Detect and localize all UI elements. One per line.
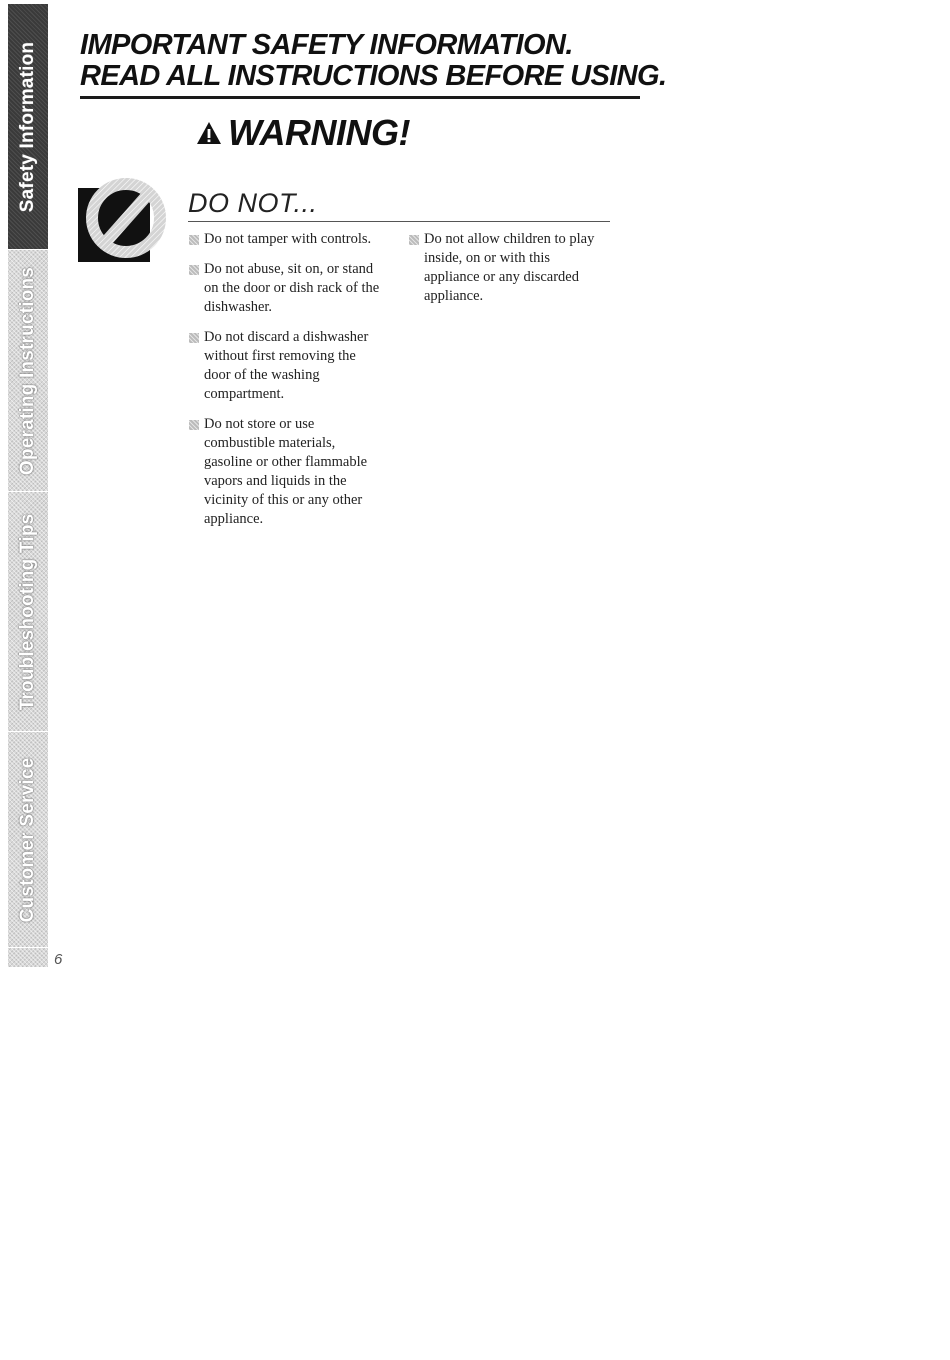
- section-tabs: [8, 4, 48, 968]
- bullet-icon: [189, 333, 199, 343]
- bullet-icon: [189, 420, 199, 430]
- tab-label: Troubleshooting Tips: [17, 513, 38, 710]
- list-item: [188, 230, 380, 249]
- tab-operating-instructions[interactable]: [8, 250, 48, 492]
- list-item-text: Do not store or use combustible materials, gasoline or other flammable vapors and liquids in the vicinity of this or any other appliance.: [204, 416, 368, 527]
- header-line-1: IMPORTANT SAFETY INFORMATION.: [80, 29, 573, 61]
- do-not-heading: [188, 188, 610, 222]
- tab-label: Operating Instructions: [17, 266, 38, 475]
- bullet-icon: [189, 265, 199, 275]
- tab-customer-service[interactable]: [8, 732, 48, 948]
- tab-label: Safety Information: [17, 41, 38, 212]
- tab-footer-block: [8, 948, 48, 968]
- tab-safety-information[interactable]: [8, 4, 48, 250]
- warning-text: WARNING!: [228, 112, 410, 153]
- list-item: [188, 328, 380, 404]
- warning-heading: [196, 112, 410, 154]
- tab-label: Customer Service: [17, 757, 38, 922]
- list-item-text: Do not tamper with controls.: [204, 231, 372, 247]
- page-header: [80, 29, 667, 99]
- page-number: 6: [54, 951, 63, 968]
- do-not-text: DO NOT...: [188, 188, 318, 218]
- header-line-2: READ ALL INSTRUCTIONS BEFORE USING.: [80, 60, 667, 92]
- bullet-icon: [409, 235, 419, 245]
- list-item-text: Do not discard a dishwasher without first removing the door of the washing compartment.: [204, 329, 369, 402]
- list-item-text: Do not abuse, sit on, or stand on the door or dish rack of the dishwasher.: [204, 261, 380, 315]
- instructions-column-right: [408, 230, 604, 317]
- warning-triangle-icon: [196, 121, 222, 145]
- list-item: [188, 260, 380, 317]
- prohibited-icon: [78, 174, 174, 262]
- bullet-icon: [189, 235, 199, 245]
- list-item: [408, 230, 604, 306]
- tab-troubleshooting-tips[interactable]: [8, 492, 48, 732]
- list-item: [188, 415, 380, 529]
- instructions-column-left: [188, 230, 380, 540]
- list-item-text: Do not allow children to play inside, on or with this appliance or any discarded appliance.: [424, 231, 595, 304]
